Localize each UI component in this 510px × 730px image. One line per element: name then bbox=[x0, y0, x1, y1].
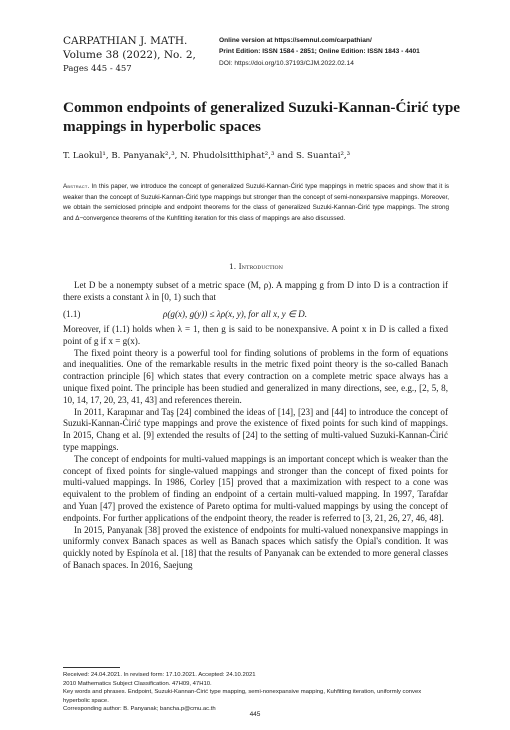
doi-line: DOI: https://doi.org/10.37193/CJM.2022.02.14 bbox=[219, 59, 354, 67]
intro-paragraph-1: Let D be a nonempty subset of a metric space (M, ρ). A mapping g from D into D is a contraction if there exists a constant λ in [0, 1) such that bbox=[63, 280, 448, 302]
corresponding-author: Corresponding author: B. Panyanak; bancha.p@cmu.ac.th bbox=[63, 706, 216, 712]
intro-paragraph-6: In 2015, Panyanak [38] proved the existence of endpoints for multi-valued nonexpansive mappings in uniformly convex Banach spaces as well as Banach spaces which satisfy the Opial's condition. It was quickly noted by Espínola et al. [18] that the results of Panyanak can be extended to more general classes of Banach spaces. In 2016, Saejung bbox=[63, 524, 448, 570]
online-version: Online version at https://semnul.com/carpathian/ bbox=[219, 37, 372, 44]
intro-paragraph-3: The fixed point theory is a powerful tool for finding solutions of problems in the form of equations and inequalities. One of the remarkable results in the metric fixed point theory is the so-called Banach contraction principle [6] which states that every contraction on a complete metric space always has a unique fixed point. The principle has been studied and generalized in many directions, see, e.g., [2, 5, 8, 10, 14, 17, 20, 23, 41, 43] and references therein. bbox=[63, 347, 448, 405]
equation-expression: ρ(g(x), g(y)) ≤ λρ(x, y), for all x, y ∈ D. bbox=[163, 309, 307, 319]
page-number: 445 bbox=[249, 711, 261, 718]
publication-meta bbox=[219, 35, 479, 69]
paper-title: Common endpoints of generalized Suzuki-Kannan-Ćirić type mappings in hyperbolic spaces bbox=[63, 99, 461, 135]
journal-name: CARPATHIAN J. MATH. bbox=[63, 35, 188, 47]
abstract bbox=[63, 182, 449, 225]
abstract-label: Abstract. bbox=[63, 183, 90, 190]
abstract-text: In this paper, we introduce the concept of generalized Suzuki-Kannan-Ćirić type mappings in metric spaces and show that it is weaker than the concept of Suzuki-Kannan-Ćirić type mappings but stronger than the concept of semi-nonexpansive mappings. Moreover, we obtain the semiclosed principle and endpoint theorems for the class of generalized Suzuki-Kannan-Ćirić type mappings. The strong and Δ−convergence theorems of the Kuhfitting iteration for this class of mappings are also discussed. bbox=[63, 183, 449, 223]
section-number: 1. bbox=[228, 262, 237, 271]
author-list: T. Laokul¹, B. Panyanak²,³, N. Phudolsitthiphat²,³ and S. Suantai²,³ bbox=[63, 151, 351, 161]
intro-paragraph-5: The concept of endpoints for multi-valued mappings is an important concept which is weaker than the concept of fixed points for single-valued mappings and stronger than the concept of fixed points for multi-valued mappings. In 1986, Corley [15] proved that a maximization with respect to a cone was equivalent to the problem of finding an endpoint of a certain multi-valued mapping. In 1997, Tarafdar and Yuan [47] proved the existence of Pareto optima for multi-valued mappings by using the concept of endpoints. For further applications of the endpoint theory, the reader is referred to [3, 21, 26, 27, 46, 48]. bbox=[63, 453, 448, 523]
section-title: Introduction bbox=[238, 262, 284, 271]
intro-paragraph-2: Moreover, if (1.1) holds when λ = 1, then g is said to be nonexpansive. A point x in D is called a fixed point of g if x = g(x). bbox=[63, 324, 448, 346]
msc-classification: 2010 Mathematics Subject Classification. 47H09, 47H10. bbox=[63, 680, 212, 687]
equation-label: (1.1) bbox=[63, 309, 81, 319]
intro-paragraph-4: In 2011, Karapınar and Taş [24] combined the ideas of [14], [23] and [44] to introduce the concept of Suzuki-Kannan-Ćirić type mappings and prove the existence of fixed points for such kind of mappings. In 2015, Chang et al. [9] extended the results of [24] to the setting of multi-valued Suzuki-Kannan-Ćirić type mappings. bbox=[63, 406, 448, 452]
footnotes bbox=[63, 671, 448, 714]
received-dates: Received: 24.04.2021. In revised form: 17.10.2021. Accepted: 24.10.2021 bbox=[63, 672, 256, 678]
footnote-rule bbox=[63, 667, 120, 668]
intro-body bbox=[63, 324, 448, 572]
keywords: Key words and phrases. Endpoint, Suzuki-Kannan-Ćirić type mapping, semi-nonexpansive mapping, Kuhfitting iteration, uniformly convex hyperbolic space. bbox=[63, 689, 422, 704]
section-heading bbox=[63, 262, 449, 271]
journal-volume: Volume 38 (2022), No. 2, bbox=[63, 49, 196, 61]
journal-info bbox=[63, 34, 228, 76]
journal-pages: Pages 445 - 457 bbox=[63, 64, 132, 74]
issn-line: Print Edition: ISSN 1584 - 2851; Online Edition: ISSN 1843 - 4401 bbox=[219, 48, 420, 56]
